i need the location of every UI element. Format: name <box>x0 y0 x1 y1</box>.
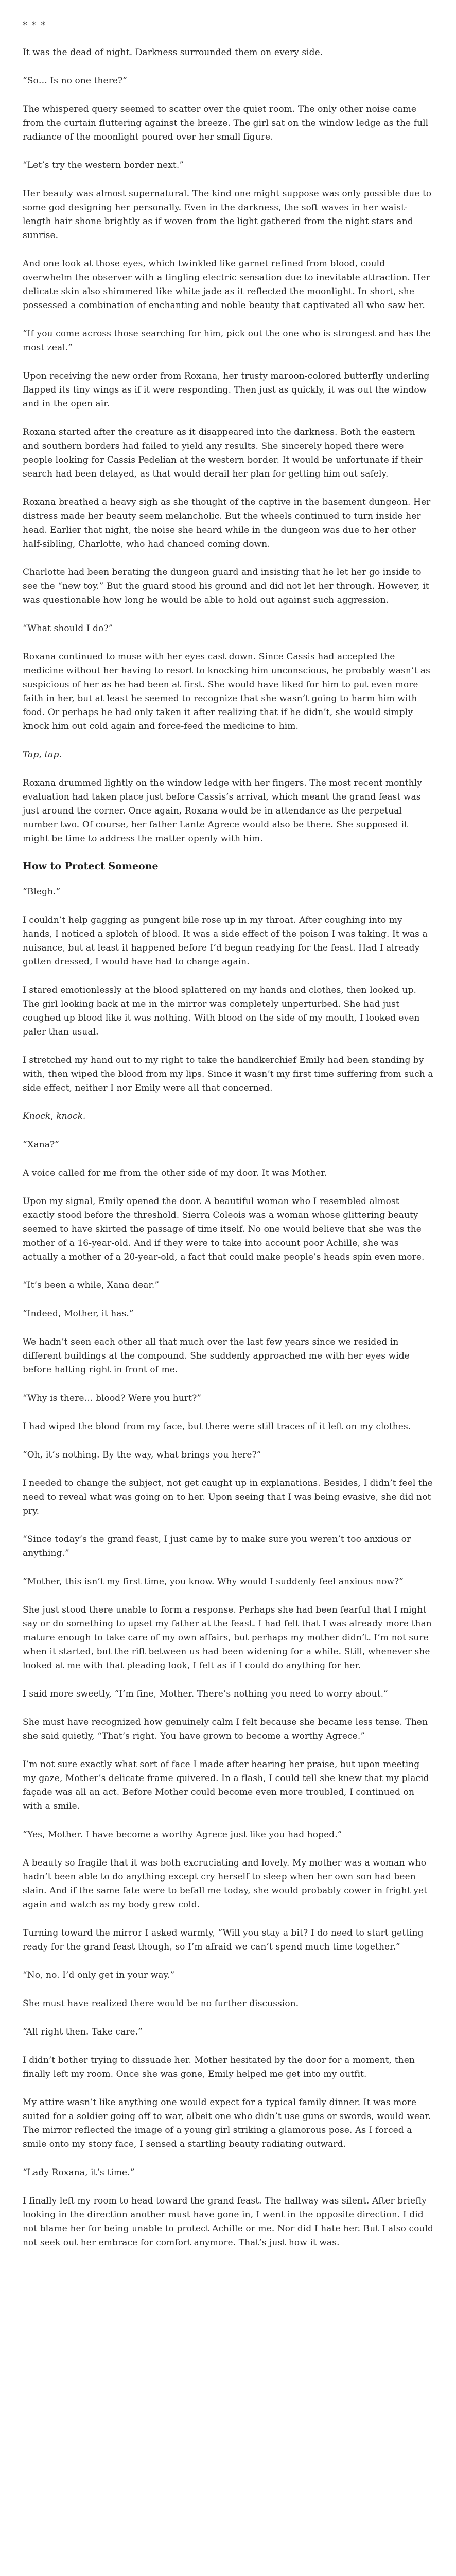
section-heading: How to Protect Someone <box>23 860 159 872</box>
paragraph: A voice called for me from the other side of my door. It was Mother. <box>23 1168 327 1178</box>
paragraph: Her beauty was almost supernatural. The kind one might suppose was only possible due to some god designing her personally. Even in the darkness, the soft waves in her waist-length hair shone brightly as if woven from the light gathered from the night stars and sunrise. <box>23 189 432 241</box>
paragraph: “All right then. Take care.” <box>23 2027 143 2037</box>
paragraph: I’m not sure exactly what sort of face I made after hearing her praise, but upon meeting my gaze, Mother’s delicate frame quivered. In a flash, I could tell she knew that my placid façade was all an act. Before Mother could become even more troubled, I continued on with a smile. <box>23 1759 429 1811</box>
story-part-4 <box>23 1138 433 2250</box>
paragraph: Upon receiving the new order from Roxana, her trusty maroon-colored butterfly underling flapped its tiny wings as if it were responding. Then just as quickly, it was out the window and in the open air. <box>23 371 430 409</box>
sound-effect-tap: Tap, tap. <box>23 750 62 760</box>
paragraph: “Blegh.” <box>23 887 61 897</box>
paragraph: A beauty so fragile that it was both excruciating and lovely. My mother was a woman who hadn’t been able to do anything except cry herself to sleep when her own son had been slain. And if the same fate were to befall me today, she would probably cower in fright yet again and watch as my body grew cold. <box>23 1858 428 1910</box>
paragraph: “Lady Roxana, it’s time.” <box>23 2167 135 2178</box>
paragraph: It was the dead of night. Darkness surrounded them on every side. <box>23 47 323 58</box>
paragraph: Turning toward the mirror I asked warmly, “Will you stay a bit? I do need to start getting ready for the grand feast though, so I’m afraid we can’t spend much time together.” <box>23 1928 424 1952</box>
paragraph: Roxana drummed lightly on the window ledge with her fingers. The most recent monthly evaluation had taken place just before Cassis’s arrival, which meant the grand feast was just around the corner. Once again, Roxana would be in attendance as the perpetual number two. Of course, her father Lante Agrece would also be there. She supposed it might be time to address the matter openly with him. <box>23 778 422 844</box>
paragraph: She must have realized there would be no further discussion. <box>23 1998 299 2009</box>
story-part-2 <box>23 776 433 846</box>
paragraph: “So… Is no one there?” <box>23 76 128 86</box>
paragraph: We hadn’t seen each other all that much over the last few years since we resided in different buildings at the compound. She suddenly approached me with her eyes wide before halting right in front of me. <box>23 1337 410 1375</box>
paragraph: “Oh, it’s nothing. By the way, what brings you here?” <box>23 1450 261 1460</box>
paragraph: Roxana started after the creature as it disappeared into the darkness. Both the eastern and southern borders had failed to yield any results. She sincerely hoped there were people looking for Cassis Pedelian at the western border. It would be unfortunate if their search had been delayed, as that would derail her plan for getting him out safely. <box>23 427 423 479</box>
paragraph: “Why is there… blood? Were you hurt?” <box>23 1393 202 1403</box>
paragraph: I said more sweetly, “I’m fine, Mother. There’s nothing you need to worry about.” <box>23 1689 388 1699</box>
paragraph: I stretched my hand out to my right to take the handkerchief Emily had been standing by with, then wiped the blood from my lips. Since it wasn’t my first time suffering from such a side effect, neither I nor Emily were all that concerned. <box>23 1055 433 1093</box>
paragraph: “Indeed, Mother, it has.” <box>23 1309 134 1319</box>
scene-separator: * * * <box>23 20 47 30</box>
paragraph: I stared emotionlessly at the blood splattered on my hands and clothes, then looked up. The girl looking back at me in the mirror was completely unperturbed. She had just coughed up blood like it was nothing. With blood on the side of my mouth, I looked even paler than usual. <box>23 985 420 1037</box>
story-part-3 <box>23 885 433 1095</box>
paragraph: “Since today’s the grand feast, I just came by to make sure you weren’t too anxious or anything.” <box>23 1534 411 1558</box>
paragraph: Roxana continued to muse with her eyes cast down. Since Cassis had accepted the medicine without her having to resort to knocking him unconscious, he probably wasn’t as suspicious of her as he had been at first. She would have liked for him to put even more faith in her, but at least he seemed to recognize that she wasn’t going to harm him with food. Or perhaps he had only taken it after realizing that if he didn’t, she would simply knock him out cold again and force-feed the medicine to him. <box>23 652 430 732</box>
paragraph: And one look at those eyes, which twinkled like garnet refined from blood, could overwhelm the observer with a tingling electric sensation due to inevitable attraction. Her delicate skin also shimmered like white jade as it reflected the moonlight. In short, she possessed a combination of enchanting and noble beauty that captivated all who saw her. <box>23 259 430 311</box>
paragraph: She must have recognized how genuinely calm I felt because she became less tense. Then she said quietly, “That’s right. You have grown to become a worthy Agrece.” <box>23 1717 428 1741</box>
paragraph: I finally left my room to head toward the grand feast. The hallway was silent. After briefly looking in the direction another must have gone in, I went in the opposite direction. I did not blame her for being unable to protect Achille or me. Nor did I hate her. But I also could not seek out her embrace for comfort anymore. That’s just how it was. <box>23 2196 433 2248</box>
paragraph: I didn’t bother trying to dissuade her. Mother hesitated by the door for a moment, then finally left my room. Once she was gone, Emily helped me get into my outfit. <box>23 2055 415 2079</box>
paragraph: “What should I do?” <box>23 623 113 634</box>
paragraph: “It’s been a while, Xana dear.” <box>23 1280 160 1291</box>
paragraph: “Yes, Mother. I have become a worthy Agrece just like you had hoped.” <box>23 1829 342 1840</box>
paragraph: “Mother, this isn’t my first time, you know. Why would I suddenly feel anxious now?” <box>23 1577 404 1587</box>
paragraph: Roxana breathed a heavy sigh as she thought of the captive in the basement dungeon. Her distress made her beauty seem melancholic. But the wheels continued to turn inside her head. Earlier that night, the noise she heard while in the dungeon was due to her other half-sibling, Charlotte, who had chanced coming down. <box>23 497 431 549</box>
paragraph: “If you come across those searching for him, pick out the one who is strongest and has the most zeal.” <box>23 329 431 353</box>
paragraph: She just stood there unable to form a response. Perhaps she had been fearful that I might say or do something to upset my father at the feast. I had felt that I was already more than mature enough to take care of my own affairs, but perhaps my mother didn’t. I’m not sure when it started, but the rift between us had been widening for a while. Still, whenever she looked at me with that pleading look, I felt as if I could do anything for her. <box>23 1605 432 1671</box>
paragraph: I had wiped the blood from my face, but there were still traces of it left on my clothes. <box>23 1421 411 1432</box>
paragraph: “No, no. I’d only get in your way.” <box>23 1970 175 1980</box>
paragraph: My attire wasn’t like anything one would expect for a typical family dinner. It was more suited for a soldier going off to war, albeit one who didn’t use guns or swords, would wear. The mirror reflected the image of a young girl striking a glamorous pose. As I forced a smile onto my stony face, I sensed a startling beauty radiating outward. <box>23 2097 431 2149</box>
paragraph: “Xana?” <box>23 1140 59 1150</box>
story-text <box>23 19 433 2250</box>
paragraph: I couldn’t help gagging as pungent bile rose up in my throat. After coughing into my hands, I noticed a splotch of blood. It was a side effect of the poison I was taking. It was a nuisance, but at least it happened before I’d begun readying for the feast. Had I already gotten dressed, I would have had to change again. <box>23 915 428 967</box>
paragraph: “Let’s try the western border next.” <box>23 160 184 171</box>
sound-effect-knock: Knock, knock. <box>23 1111 86 1122</box>
story-part-1 <box>23 46 433 734</box>
paragraph: Upon my signal, Emily opened the door. A beautiful woman who I resembled almost exactly stood before the threshold. Sierra Coleois was a woman whose glittering beauty seemed to have skirted the passage of time itself. No one would believe that she was the mother of a 16-year-old. And if they were to take into account poor Achille, she was actually a mother of a 20-year-old, a fact that could make people’s heads spin even more. <box>23 1196 425 1262</box>
paragraph: I needed to change the subject, not get caught up in explanations. Besides, I didn’t feel the need to reveal what was going on to her. Upon seeing that I was being evasive, she did not pry. <box>23 1478 433 1516</box>
paragraph: The whispered query seemed to scatter over the quiet room. The only other noise came from the curtain fluttering against the breeze. The girl sat on the window ledge as the full radiance of the moonlight poured over her small figure. <box>23 104 429 142</box>
paragraph: Charlotte had been berating the dungeon guard and insisting that he let her go inside to see the “new toy.” But the guard stood his ground and did not let her through. However, it was questionable how long he would be able to hold out against such aggression. <box>23 567 429 605</box>
